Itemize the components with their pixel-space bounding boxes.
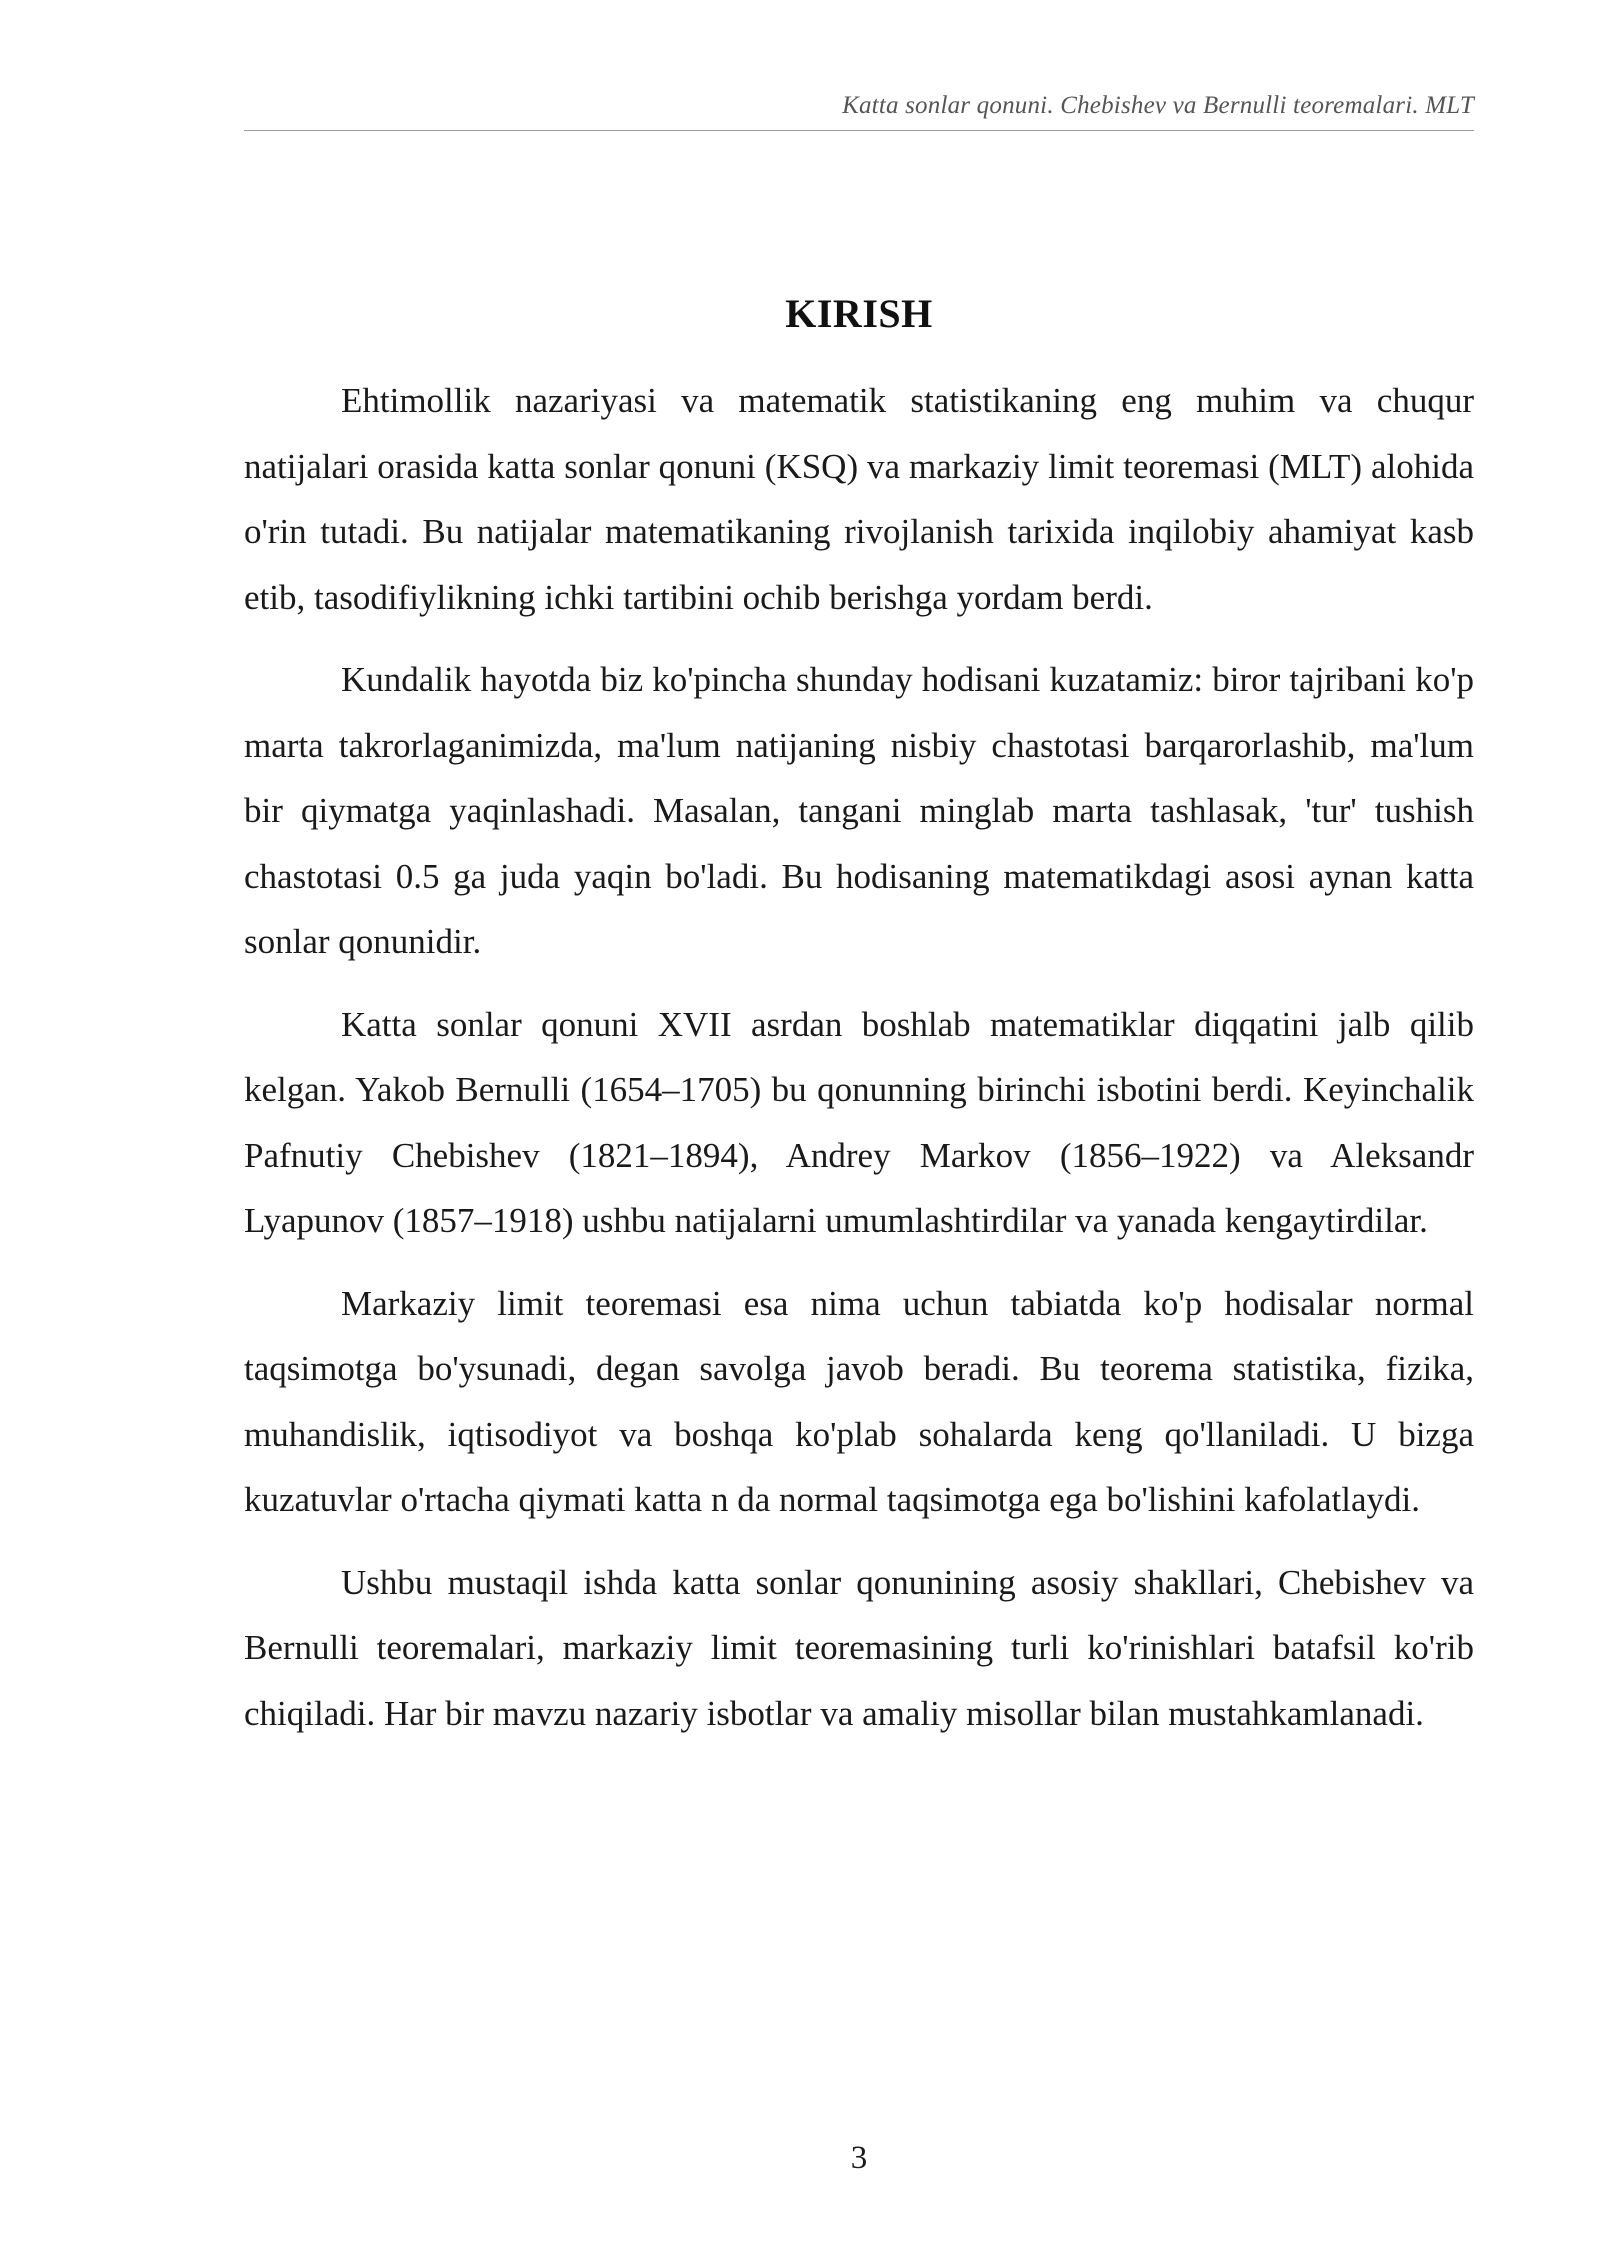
page-number: 3 (850, 2140, 868, 2176)
header-divider (244, 130, 1474, 131)
paragraph-3: Katta sonlar qonuni XVII asrdan boshlab matematiklar diqqatini jalb qilib kelgan. Yakob Bernulli (1654–1705) bu qonunning birinchi isbotini berdi. Keyinchalik Pafnutiy Chebishev (1821–1894), Andrey Markov (1856–1922) va Aleksandr Lyapunov (1857–1918) ushbu natijalarni umumlashtirdilar va yanada kengaytirdilar. (244, 1004, 1474, 1240)
paragraph-2: Kundalik hayotda biz ko'pincha shunday hodisani kuzatamiz: biror tajribani ko'p marta takrorlaganimizda, ma'lum natijaning nisbiy chastotasi barqarorlashib, ma'lum bir qiymatga yaqinlashadi. Masalan, tangani minglab marta tashlasak, 'tur' tushish chastotasi 0.5 ga juda yaqin bo'ladi. Bu hodisaning matematikdagi asosi aynan katta sonlar qonunidir. (244, 660, 1474, 961)
paragraph-1: Ehtimollik nazariyasi va matematik statistikaning eng muhim va chuqur natijalari orasida katta sonlar qonuni (KSQ) va markaziy limit teoremasi (MLT) alohida o'rin tutadi. Bu natijalar matematikaning rivojlanish tarixida inqilobiy ahamiyat kasb etib, tasodifiylikning ichki tartibini ochib berishga yordam berdi. (244, 381, 1474, 617)
paragraph-4: Markaziy limit teoremasi esa nima uchun tabiatda ko'p hodisalar normal taqsimotga bo'ysunadi, degan savolga javob beradi. Bu teorema statistika, fizika, muhandislik, iqtisodiyot va boshqa ko'plab sohalarda keng qo'llaniladi. U bizga kuzatuvlar o'rtacha qiymati katta n da normal taqsimotga ega bo'lishini kafolatlaydi. (244, 1283, 1474, 1519)
section-title: KIRISH (785, 291, 933, 336)
running-header: Katta sonlar qonuni. Chebishev va Bernulli teoremalari. MLT (842, 92, 1474, 119)
body-text (244, 368, 1474, 1763)
paragraph-5: Ushbu mustaqil ishda katta sonlar qonunining asosiy shakllari, Chebishev va Bernulli teoremalari, markaziy limit teoremasining turli ko'rinishlari batafsil ko'rib chiqiladi. Har bir mavzu nazariy isbotlar va amaliy misollar bilan mustahkamlanadi. (244, 1562, 1474, 1733)
